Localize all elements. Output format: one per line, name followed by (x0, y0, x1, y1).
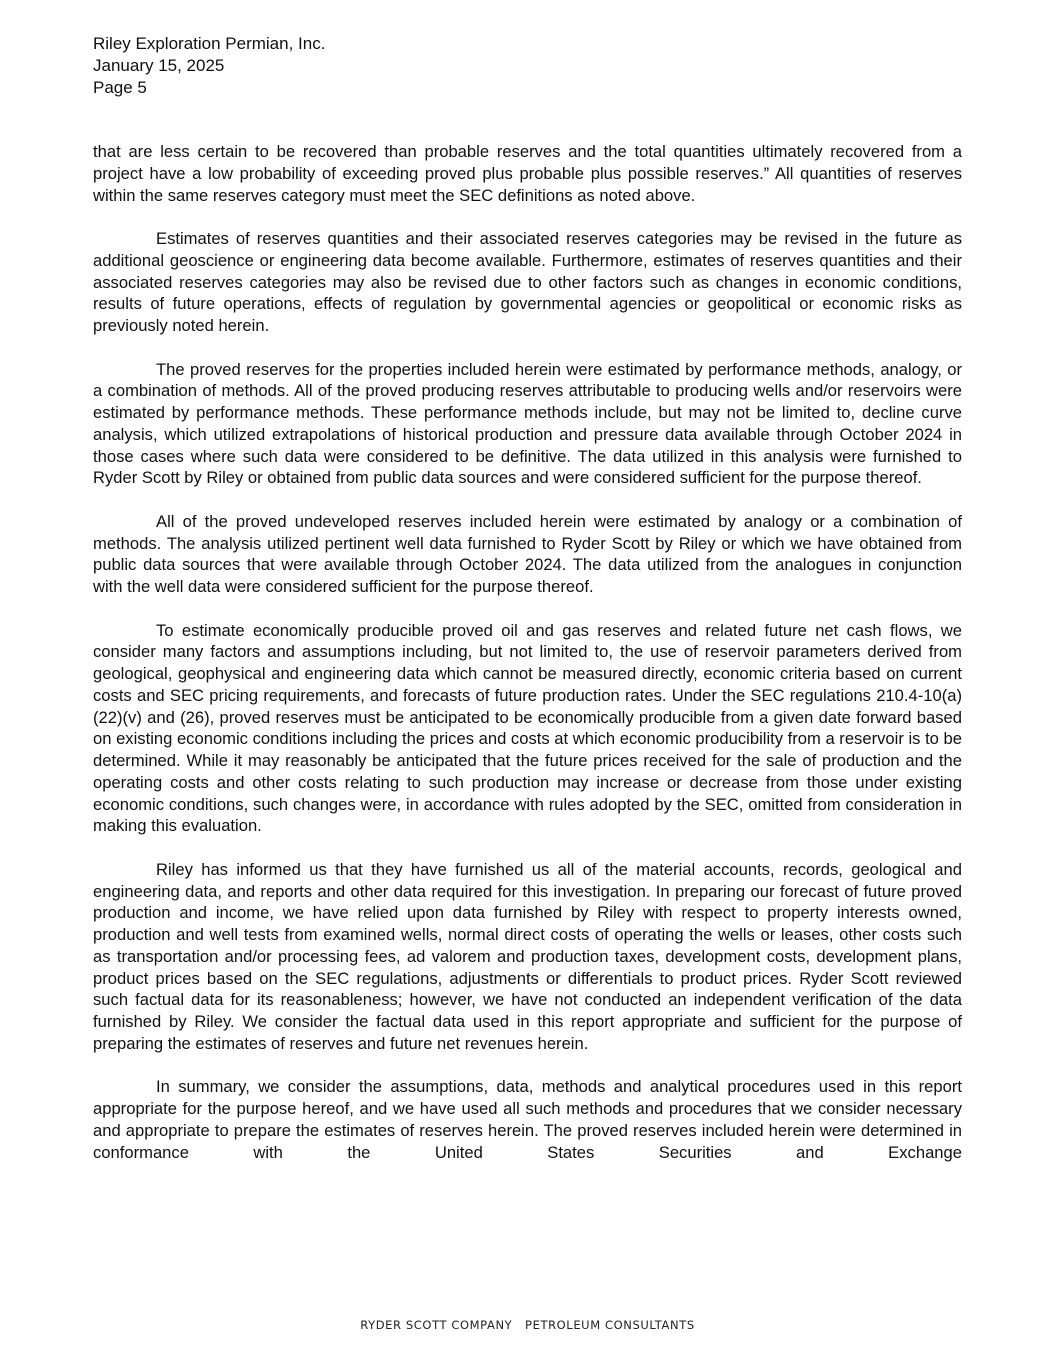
paragraph-proved-reserves-methods: The proved reserves for the properties included herein were estimated by performance methods, analogy, or a combination of methods. All of the proved producing reserves attributable to producing wells and/or reservoirs were estimated by performance methods. These performance methods include, but may not be limited to, decline curve analysis, which utilized extrapolations of historical production and pressure data available through October 2024 in those cases where such data were considered to be definitive. The data utilized in this analysis were furnished to Ryder Scott by Riley or obtained from public data sources and were considered sufficient for the purpose thereof. (93, 359, 962, 488)
paragraph-continuation: that are less certain to be recovered than probable reserves and the total quantities ultimately recovered from a project have a low probability of exceeding proved plus probable plus possible reserves.” All quantities of reserves within the same reserves category must meet the SEC definitions as noted above. (93, 142, 962, 205)
paragraph-estimates-revision: Estimates of reserves quantities and their associated reserves categories may be revised in the future as additional geoscience or engineering data become available. Furthermore, estimates of reserves quantities and their associated reserves categories may also be revised due to other factors such as changes in economic conditions, results of future operations, effects of regulation by governmental agencies or geopolitical or economic risks as previously noted herein. (93, 229, 962, 335)
recipient-company: Riley Exploration Permian, Inc. (93, 34, 326, 53)
paragraph-data-furnished: Riley has informed us that they have furnished us all of the material accounts, records, geological and engineering data, and reports and other data required for this investigation. In preparing our forecast of future proved production and income, we have relied upon data furnished by Riley with respect to property interests owned, production and well tests from examined wells, normal direct costs of operating the wells or leases, other costs such as transportation and/or processing fees, ad valorem and production taxes, development costs, development plans, product prices based on the SEC regulations, adjustments or differentials to product prices. Ryder Scott reviewed such factual data for its reasonableness; however, we have not conducted an independent verification of the data furnished by Riley. We consider the factual data used in this report appropriate and sufficient for the purpose of preparing the estimates of reserves and future net revenues herein. (93, 859, 962, 1053)
letter-date: January 15, 2025 (93, 56, 225, 75)
letter-header (93, 33, 325, 99)
page-number: Page 5 (93, 78, 147, 97)
paragraph-proved-undeveloped: All of the proved undeveloped reserves included herein were estimated by analogy or a combination of methods. The analysis utilized pertinent well data furnished to Ryder Scott by Riley or which we have obtained from public data sources that were available through October 2024. The data utilized from the analogues in conjunction with the well data were considered sufficient for the purpose thereof. (93, 511, 962, 596)
footer-letterhead: RYDER SCOTT COMPANY PETROLEUM CONSULTANTS (360, 1318, 695, 1332)
paragraph-summary: In summary, we consider the assumptions, data, methods and analytical procedures used in this report appropriate for the purpose hereof, and we have used all such methods and procedures that we consider necessary and appropriate to prepare the estimates of reserves herein. The proved reserves included herein were determined in conformance with the United States Securities and Exchange (93, 1077, 962, 1162)
letter-body (93, 141, 962, 1185)
paragraph-economic-assumptions: To estimate economically producible proved oil and gas reserves and related future net cash flows, we consider many factors and assumptions including, but not limited to, the use of reservoir parameters derived from geological, geophysical and engineering data which cannot be measured directly, economic criteria based on current costs and SEC pricing requirements, and forecasts of future production rates. Under the SEC regulations 210.4-10(a)(22)(v) and (26), proved reserves must be anticipated to be economically producible from a given date forward based on existing economic conditions including the prices and costs at which economic producibility from a reservoir is to be determined. While it may reasonably be anticipated that the future prices received for the sale of production and the operating costs and other costs relating to such production may increase or decrease from those under existing economic conditions, such changes were, in accordance with rules adopted by the SEC, omitted from consideration in making this evaluation. (93, 620, 962, 836)
